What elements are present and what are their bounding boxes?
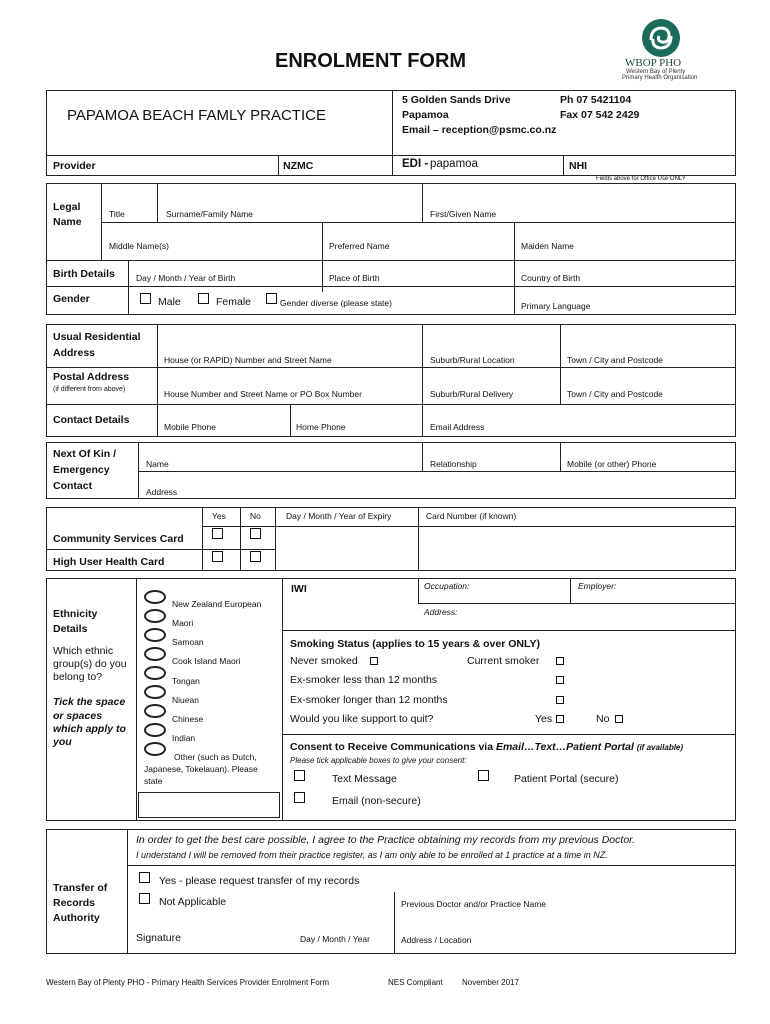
postal-address-note: (if different from above) bbox=[53, 386, 126, 393]
transfer-label-3: Authority bbox=[53, 912, 100, 924]
divider bbox=[563, 155, 564, 176]
ethnicity-label: Ethnicity bbox=[53, 608, 98, 620]
transfer-statement-1: In order to get the best care possible, I agree to the Practice obtaining my records from my previous Doctor. bbox=[136, 834, 636, 846]
csc-yes-checkbox[interactable] bbox=[212, 528, 223, 539]
ethnicity-option-label: Cook Island Maori bbox=[172, 656, 241, 666]
divider bbox=[278, 155, 279, 176]
expiry-header: Day / Month / Year of Expiry bbox=[286, 511, 392, 521]
transfer-na-label: Not Applicable bbox=[159, 896, 227, 908]
home-phone-field[interactable]: Home Phone bbox=[296, 422, 346, 432]
nok-relationship-field[interactable]: Relationship bbox=[430, 459, 477, 469]
ethnicity-option-radio[interactable] bbox=[144, 647, 166, 661]
divider bbox=[290, 404, 291, 437]
occupation-field[interactable]: Occupation: bbox=[424, 581, 470, 591]
email-consent-checkbox[interactable] bbox=[294, 792, 305, 803]
footer-date: November 2017 bbox=[462, 978, 519, 987]
ethnicity-option-radio[interactable] bbox=[144, 590, 166, 604]
provider-label: Provider bbox=[53, 160, 96, 172]
tick-note-1: Tick the space bbox=[53, 696, 126, 708]
office-use-note: Fields above for Office Use ONLY bbox=[596, 176, 686, 182]
divider bbox=[46, 155, 736, 156]
logo-text: WBOP PHO bbox=[625, 57, 682, 69]
previous-doctor-field[interactable]: Previous Doctor and/or Practice Name bbox=[401, 899, 547, 909]
female-checkbox[interactable] bbox=[198, 293, 209, 304]
quit-yes-label: Yes bbox=[535, 713, 553, 725]
maiden-name-field[interactable]: Maiden Name bbox=[521, 241, 574, 251]
ethnicity-option-radio[interactable] bbox=[144, 666, 166, 680]
email-address-field[interactable]: Email Address bbox=[430, 422, 485, 432]
practice-address-2: Papamoa bbox=[402, 109, 449, 121]
ethnicity-option-radio[interactable] bbox=[144, 704, 166, 718]
nok-label-3: Contact bbox=[53, 480, 93, 492]
male-label: Male bbox=[158, 296, 181, 308]
transfer-yes-checkbox[interactable] bbox=[139, 872, 150, 883]
huhc-yes-checkbox[interactable] bbox=[212, 551, 223, 562]
female-label: Female bbox=[216, 296, 252, 308]
birth-details-label: Birth Details bbox=[53, 268, 115, 280]
divider bbox=[392, 90, 393, 176]
csc-no-checkbox[interactable] bbox=[250, 528, 261, 539]
community-services-card-label: Community Services Card bbox=[53, 533, 184, 545]
divider bbox=[322, 222, 323, 292]
consent-if-available: (if available) bbox=[636, 743, 684, 752]
postal-address-label: Postal Address bbox=[53, 371, 130, 383]
surname-field[interactable]: Surname/Family Name bbox=[166, 209, 253, 219]
divider bbox=[138, 471, 736, 472]
country-of-birth-field[interactable]: Country of Birth bbox=[521, 273, 581, 283]
ethnic-question-2: group(s) do you bbox=[53, 658, 127, 670]
nok-address-field[interactable]: Address bbox=[146, 487, 178, 497]
employer-field[interactable]: Employer: bbox=[578, 581, 617, 591]
divider bbox=[127, 865, 736, 866]
ethnicity-option-radio[interactable] bbox=[144, 609, 166, 623]
smoking-status-title: Smoking Status (applies to 15 years & over ONLY) bbox=[290, 638, 540, 650]
rural-delivery-field[interactable]: Suburb/Rural Delivery bbox=[430, 389, 514, 399]
ethnicity-option-label: Niuean bbox=[172, 695, 199, 705]
divider bbox=[46, 367, 736, 368]
divider bbox=[418, 507, 419, 571]
town-field[interactable]: Town / City and Postcode bbox=[567, 355, 663, 365]
practice-fax: Fax 07 542 2429 bbox=[560, 109, 640, 121]
divider bbox=[202, 526, 736, 527]
gender-diverse-label: Gender diverse (please state) bbox=[280, 298, 392, 308]
divider bbox=[46, 549, 275, 550]
ethnicity-other-label-2: Japanese, Tokelauan). Please bbox=[144, 764, 258, 774]
title-field[interactable]: Title bbox=[109, 209, 125, 219]
divider bbox=[282, 734, 736, 735]
divider bbox=[282, 630, 736, 631]
logo-subtitle-1: Western Bay of Plenty bbox=[626, 69, 686, 75]
koru-logo-icon bbox=[636, 16, 686, 60]
ex-smoker-longer-label: Ex-smoker longer than 12 months bbox=[290, 694, 448, 706]
tick-note-4: you bbox=[53, 736, 72, 748]
divider bbox=[101, 222, 736, 223]
usual-address-label-2: Address bbox=[53, 347, 96, 359]
divider bbox=[418, 603, 736, 604]
legal-label: Legal bbox=[53, 201, 81, 213]
consent-note: Please tick applicable boxes to give your consent: bbox=[290, 756, 467, 765]
divider bbox=[136, 578, 137, 821]
ethnicity-option-label: New Zealand European bbox=[172, 599, 262, 609]
male-checkbox[interactable] bbox=[140, 293, 151, 304]
consent-channels: Email…Text…Patient Portal bbox=[495, 741, 634, 753]
contact-details-label: Contact Details bbox=[53, 414, 130, 426]
divider bbox=[422, 183, 423, 223]
practice-email: Email – reception@psmc.co.nz bbox=[402, 124, 557, 136]
nok-mobile-field[interactable]: Mobile (or other) Phone bbox=[567, 459, 657, 469]
transfer-na-checkbox[interactable] bbox=[139, 893, 150, 904]
divider bbox=[422, 324, 423, 437]
divider bbox=[422, 442, 423, 471]
suburb-field[interactable]: Suburb/Rural Location bbox=[430, 355, 515, 365]
practice-address-1: 5 Golden Sands Drive bbox=[402, 94, 511, 106]
ex-smoker-less-label: Ex-smoker less than 12 months bbox=[290, 674, 438, 686]
primary-language-field[interactable]: Primary Language bbox=[521, 301, 591, 311]
practice-name: PAPAMOA BEACH FAMLY PRACTICE bbox=[67, 107, 326, 124]
never-smoked-checkbox[interactable] bbox=[370, 657, 378, 665]
ethnicity-option-label: Tongan bbox=[172, 676, 200, 686]
divider bbox=[514, 222, 515, 315]
divider bbox=[127, 829, 128, 954]
current-smoker-label: Current smoker bbox=[467, 655, 540, 667]
divider bbox=[128, 260, 129, 315]
divider bbox=[560, 442, 561, 471]
divider bbox=[394, 892, 395, 954]
quit-support-label: Would you like support to quit? bbox=[290, 713, 434, 725]
text-message-label: Text Message bbox=[332, 773, 397, 785]
first-name-field[interactable]: First/Given Name bbox=[430, 209, 497, 219]
ex-smoker-less-checkbox[interactable] bbox=[556, 676, 564, 684]
form-title: ENROLMENT FORM bbox=[275, 50, 467, 72]
transfer-yes-label: Yes - please request transfer of my records bbox=[159, 875, 360, 887]
signature-field[interactable]: Signature bbox=[136, 932, 181, 944]
huhc-no-checkbox[interactable] bbox=[250, 551, 261, 562]
nok-name-field[interactable]: Name bbox=[146, 459, 169, 469]
practice-header-box bbox=[46, 90, 736, 176]
ethnicity-other-label-3: state bbox=[144, 776, 163, 786]
yes-header: Yes bbox=[212, 511, 226, 521]
divider bbox=[202, 507, 203, 571]
divider bbox=[46, 286, 736, 287]
divider bbox=[418, 578, 419, 603]
divider bbox=[282, 578, 283, 821]
details-label: Details bbox=[53, 623, 88, 635]
consent-title bbox=[290, 741, 683, 753]
ethnicity-option-radio[interactable] bbox=[144, 628, 166, 642]
ex-smoker-longer-checkbox[interactable] bbox=[556, 696, 564, 704]
divider bbox=[560, 324, 561, 404]
postal-town-field[interactable]: Town / City and Postcode bbox=[567, 389, 663, 399]
ethnicity-option-label: Chinese bbox=[172, 714, 204, 724]
transfer-label-2: Records bbox=[53, 897, 96, 909]
current-smoker-checkbox[interactable] bbox=[556, 657, 564, 665]
footer-form-name: Western Bay of Plenty PHO - Primary Health Services Provider Enrolment Form bbox=[46, 978, 330, 987]
ethnicity-other-label-1: Other (such as Dutch, bbox=[174, 752, 257, 762]
ethnicity-option-label: Indian bbox=[172, 733, 196, 743]
practice-phone: Ph 07 5421104 bbox=[560, 94, 632, 106]
usual-address-label: Usual Residential bbox=[53, 331, 141, 343]
patient-portal-checkbox[interactable] bbox=[478, 770, 489, 781]
address-location-field[interactable]: Address / Location bbox=[401, 935, 472, 945]
footer-compliance: NES Compliant bbox=[388, 978, 443, 987]
nzmc-label: NZMC bbox=[283, 160, 314, 172]
nok-label-1: Next Of Kin / bbox=[53, 448, 117, 460]
nok-label-2: Emergency bbox=[53, 464, 110, 476]
gender-label: Gender bbox=[53, 293, 90, 305]
mobile-phone-field[interactable]: Mobile Phone bbox=[164, 422, 216, 432]
quit-no-label: No bbox=[596, 713, 610, 725]
signature-date-field[interactable]: Day / Month / Year bbox=[300, 934, 370, 944]
nhi-label: NHI bbox=[569, 160, 588, 172]
divider bbox=[275, 507, 276, 571]
ethnicity-option-radio[interactable] bbox=[144, 723, 166, 737]
consent-title-text: Consent to Receive Communications via bbox=[290, 741, 496, 753]
po-box-field[interactable]: House Number and Street Name or PO Box Number bbox=[164, 389, 362, 399]
preferred-name-field[interactable]: Preferred Name bbox=[329, 241, 390, 251]
ethnicity-option-radio[interactable] bbox=[144, 685, 166, 699]
card-number-header: Card Number (if known) bbox=[426, 511, 517, 521]
divider bbox=[157, 324, 158, 437]
divider bbox=[570, 578, 571, 603]
divider bbox=[46, 260, 736, 261]
address-section bbox=[46, 324, 736, 437]
ethnicity-other-radio[interactable] bbox=[144, 742, 166, 756]
other-ethnicity-input[interactable] bbox=[138, 792, 280, 818]
text-message-checkbox[interactable] bbox=[294, 770, 305, 781]
house-street-field[interactable]: House (or RAPID) Number and Street Name bbox=[164, 355, 332, 365]
edi-label: EDI - bbox=[402, 158, 429, 170]
transfer-label-1: Transfer of bbox=[53, 882, 108, 894]
tick-note-2: or spaces bbox=[53, 710, 103, 722]
middle-name-field[interactable]: Middle Name(s) bbox=[109, 241, 169, 251]
no-header: No bbox=[250, 511, 261, 521]
email-consent-label: Email (non-secure) bbox=[332, 795, 421, 807]
gender-diverse-checkbox[interactable] bbox=[266, 293, 277, 304]
high-user-health-card-label: High User Health Card bbox=[53, 556, 165, 568]
quit-no-checkbox[interactable] bbox=[615, 715, 623, 723]
never-smoked-label: Never smoked bbox=[290, 655, 358, 667]
quit-yes-checkbox[interactable] bbox=[556, 715, 564, 723]
divider bbox=[46, 404, 736, 405]
ethnic-question-3: belong to? bbox=[53, 671, 103, 683]
transfer-statement-2: I understand I will be removed from their practice register, as I am only able to be enrolled at 1 practice at a time in NZ. bbox=[136, 850, 608, 860]
divider bbox=[240, 507, 241, 571]
edi-value: papamoa bbox=[430, 158, 478, 170]
divider bbox=[157, 183, 158, 223]
logo-subtitle-2: Primary Health Organisation bbox=[622, 75, 698, 81]
patient-portal-label: Patient Portal (secure) bbox=[514, 773, 619, 785]
dob-field[interactable]: Day / Month / Year of Birth bbox=[136, 273, 236, 283]
ethnicity-option-label: Samoan bbox=[172, 637, 204, 647]
ethnic-question-1: Which ethnic bbox=[53, 645, 114, 657]
address-field[interactable]: Address: bbox=[424, 607, 458, 617]
tick-note-3: which apply to bbox=[53, 723, 126, 735]
ethnicity-option-label: Maori bbox=[172, 618, 194, 628]
name-label: Name bbox=[53, 216, 82, 228]
place-of-birth-field[interactable]: Place of Birth bbox=[329, 273, 380, 283]
iwi-label[interactable]: IWI bbox=[291, 583, 307, 595]
